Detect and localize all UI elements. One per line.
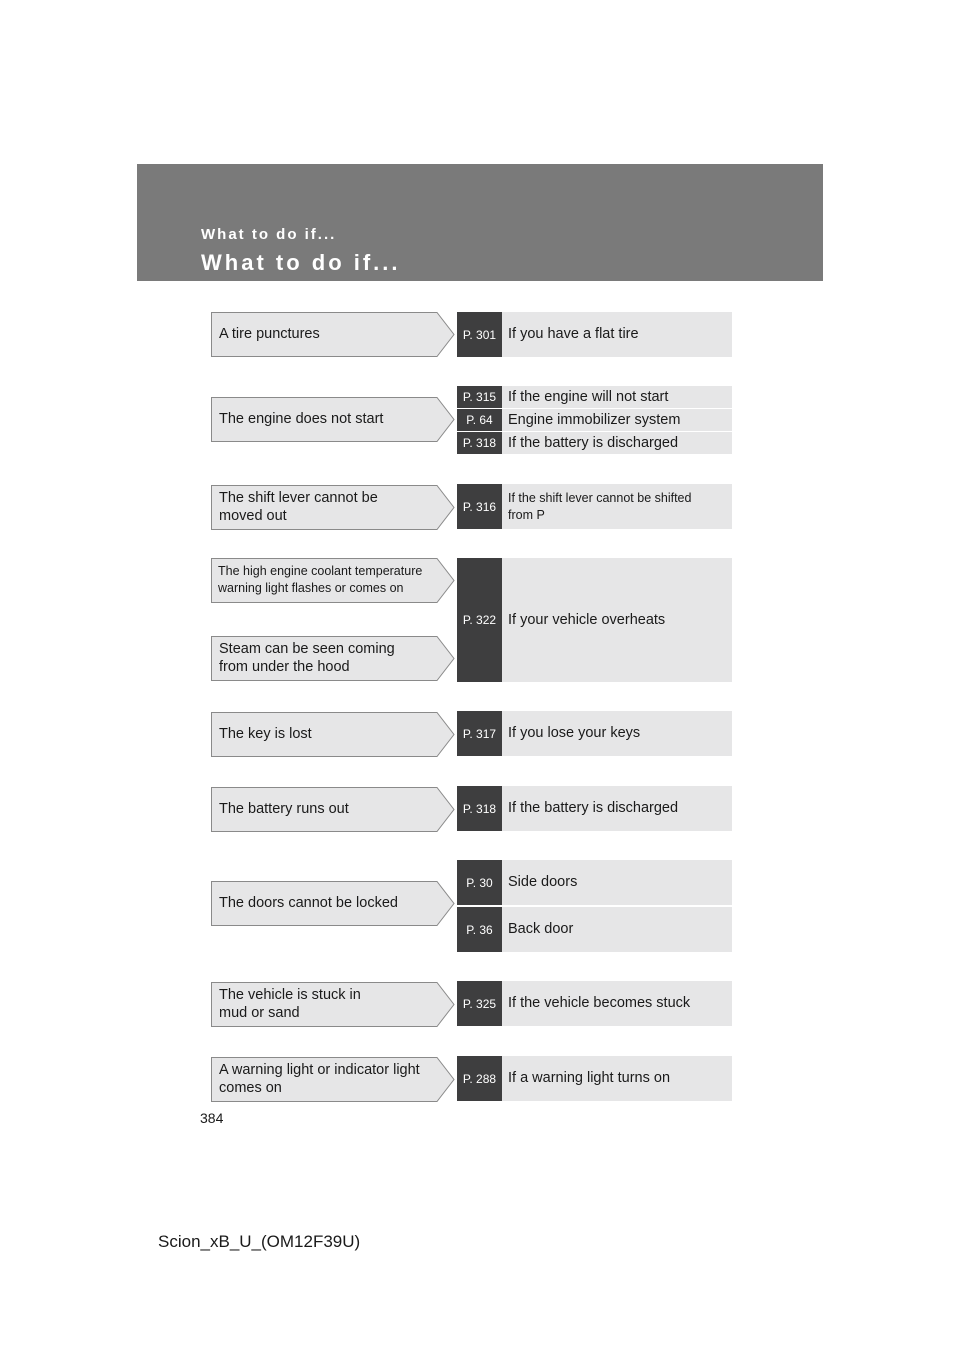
problem-warning-light xyxy=(211,1057,455,1101)
problem-label-line: mud or sand xyxy=(219,1005,300,1021)
problem-label xyxy=(219,485,441,529)
page-reference[interactable]: P. 288 xyxy=(457,1056,502,1101)
reference-title: If a warning light turns on xyxy=(508,1070,671,1086)
reference-title: Side doors xyxy=(508,874,578,890)
page-reference[interactable]: P. 318 xyxy=(457,432,502,454)
problem-label: A tire punctures xyxy=(219,326,320,342)
reference-row[interactable] xyxy=(457,484,732,529)
reference-title: Back door xyxy=(508,921,574,937)
problem-label: The doors cannot be locked xyxy=(219,895,398,911)
problem-vehicle-stuck xyxy=(211,982,455,1026)
problem-label-line: A warning light or indicator light xyxy=(219,1062,420,1078)
problem-label-line: moved out xyxy=(219,508,287,524)
reference-title: If you have a flat tire xyxy=(508,326,639,342)
reference-row[interactable] xyxy=(457,711,732,756)
problem-label-line: The shift lever cannot be xyxy=(219,490,378,506)
problem-label-line: comes on xyxy=(219,1080,282,1096)
page-reference[interactable]: P. 301 xyxy=(457,312,502,357)
section-title: What to do if... xyxy=(201,226,337,243)
reference-title: If the vehicle becomes stuck xyxy=(508,995,691,1011)
page-reference[interactable]: P. 64 xyxy=(457,409,502,431)
reference-title: If your vehicle overheats xyxy=(508,611,666,628)
reference-title: If the battery is discharged xyxy=(508,800,679,816)
reference-title: Engine immobilizer system xyxy=(508,411,681,428)
reference-title: If the engine will not start xyxy=(508,388,669,405)
reference-title: If you lose your keys xyxy=(508,725,641,741)
page-reference[interactable]: P. 316 xyxy=(457,484,502,529)
problem-label xyxy=(219,982,441,1026)
reference-row[interactable] xyxy=(457,1056,732,1101)
problem-label xyxy=(219,636,441,680)
document-footer: Scion_xB_U_(OM12F39U) xyxy=(158,1232,361,1251)
problem-label-line: The vehicle is stuck in xyxy=(219,987,361,1003)
page-reference[interactable]: P. 322 xyxy=(457,558,502,682)
page-reference[interactable]: P. 30 xyxy=(457,860,502,905)
reference-row[interactable] xyxy=(457,981,732,1026)
problem-label xyxy=(219,1057,441,1101)
reference-row[interactable] xyxy=(457,312,732,357)
reference-row[interactable] xyxy=(457,386,732,408)
problem-label: The engine does not start xyxy=(219,411,384,427)
problem-label-line: The high engine coolant temperature xyxy=(218,564,423,578)
problem-label-line: from under the hood xyxy=(219,659,350,675)
reference-row[interactable] xyxy=(457,860,732,905)
problem-doors-not-locked xyxy=(211,881,455,925)
page-reference[interactable]: P. 318 xyxy=(457,786,502,831)
reference-title-line: If the shift lever cannot be shifted xyxy=(508,490,692,505)
page-reference[interactable]: P. 325 xyxy=(457,981,502,1026)
reference-row[interactable] xyxy=(457,558,732,682)
page-number: 384 xyxy=(200,1110,224,1126)
problem-label: The battery runs out xyxy=(219,801,349,817)
chapter-header xyxy=(137,164,823,281)
page-reference[interactable]: P. 36 xyxy=(457,907,502,952)
problem-label-line: Steam can be seen coming xyxy=(219,641,395,657)
reference-title xyxy=(508,484,728,529)
reference-row[interactable] xyxy=(457,907,732,952)
problem-coolant-warning xyxy=(211,558,455,602)
reference-row[interactable] xyxy=(457,432,732,454)
problem-battery-runs-out xyxy=(211,787,455,831)
reference-title: If the battery is discharged xyxy=(508,434,679,451)
problem-tire-punctures xyxy=(211,312,455,356)
problem-label: The key is lost xyxy=(219,726,312,742)
reference-row[interactable] xyxy=(457,786,732,831)
page-reference[interactable]: P. 317 xyxy=(457,711,502,756)
page-reference[interactable]: P. 315 xyxy=(457,386,502,408)
problem-engine-not-start xyxy=(211,397,455,441)
page-title: What to do if... xyxy=(201,250,401,275)
reference-row[interactable] xyxy=(457,409,732,431)
reference-title-line: from P xyxy=(508,507,545,522)
problem-steam-from-hood xyxy=(211,636,455,680)
problem-label-line: warning light flashes or comes on xyxy=(218,581,404,595)
problem-key-lost xyxy=(211,712,455,756)
problem-label xyxy=(218,558,440,602)
problem-shift-lever xyxy=(211,485,455,529)
